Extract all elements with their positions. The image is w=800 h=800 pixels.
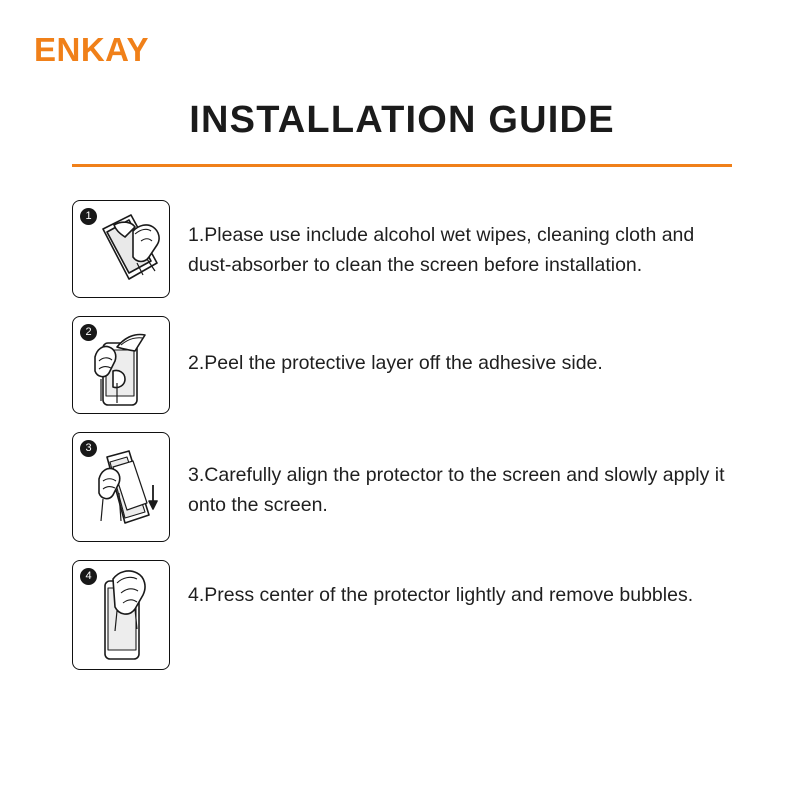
step-illustration-1 <box>72 200 170 298</box>
step-description: Carefully align the protector to the screen and slowly apply it onto the screen. <box>188 464 725 517</box>
step-badge: 4 <box>80 568 97 585</box>
step-text-3 <box>170 432 728 520</box>
step-text-2 <box>170 316 603 378</box>
step-number: 4. <box>188 584 205 606</box>
step-badge: 3 <box>80 440 97 457</box>
list-item <box>72 200 732 298</box>
step-illustration-4 <box>72 560 170 670</box>
step-badge: 2 <box>80 324 97 341</box>
step-description: Press center of the protector lightly and remove bubbles. <box>204 584 694 606</box>
step-number: 1. <box>188 224 205 246</box>
brand-logo: ENKAY <box>34 31 149 68</box>
step-number: 2. <box>188 352 205 374</box>
step-text-1 <box>170 200 728 280</box>
step-description: Please use include alcohol wet wipes, cleaning cloth and dust-absorber to clean the screen before installation. <box>188 224 695 277</box>
step-badge: 1 <box>80 208 97 225</box>
page-title: INSTALLATION GUIDE <box>189 99 615 141</box>
step-number: 3. <box>188 464 205 486</box>
step-illustration-2 <box>72 316 170 414</box>
list-item <box>72 316 732 414</box>
step-illustration-3 <box>72 432 170 542</box>
step-text-4 <box>170 560 693 610</box>
step-description: Peel the protective layer off the adhesive side. <box>204 352 603 374</box>
title-divider <box>72 164 732 167</box>
page-header <box>72 100 732 167</box>
list-item <box>72 560 732 670</box>
steps-list <box>72 200 732 688</box>
list-item <box>72 432 732 542</box>
